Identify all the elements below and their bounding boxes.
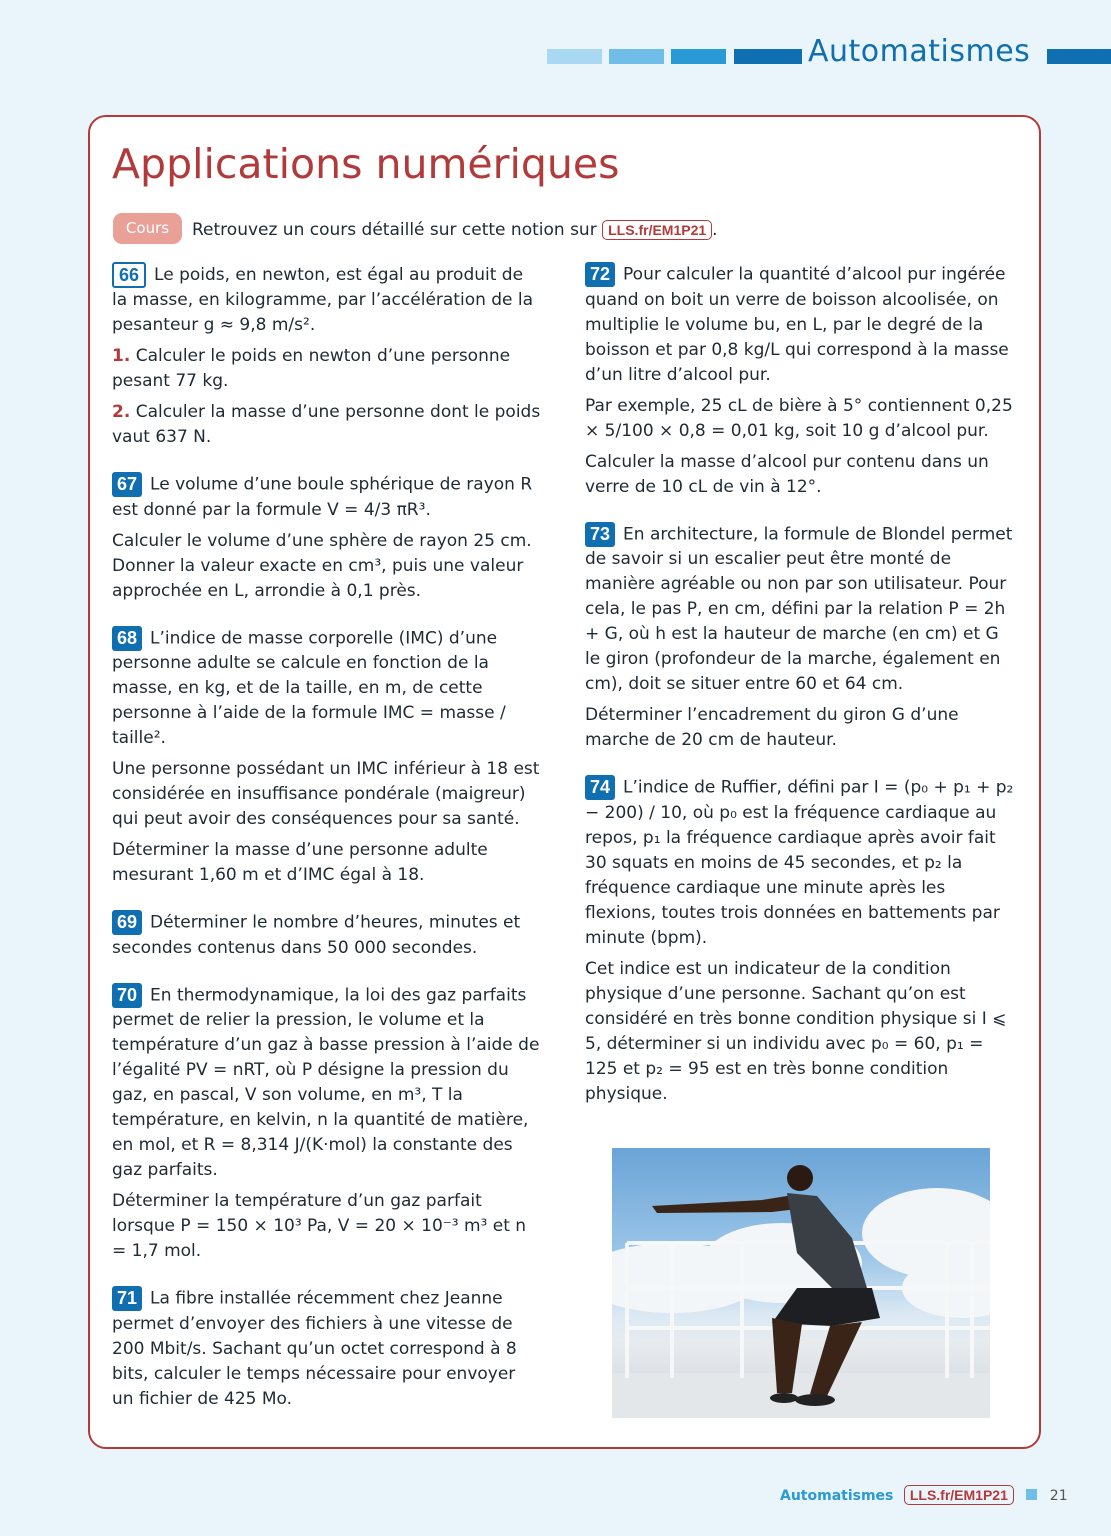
exercise-68-statement: L’indice de masse corporelle (IMC) d’une personne adulte se calcule en fonction de la masse, en kg, et de la taille, en m, de cette personne à l’aide de la formule IMC = masse / taille².: [112, 628, 506, 748]
cours-badge: Cours: [113, 213, 182, 244]
exercise-68-context: Une personne possédant un IMC inférieur à 18 est considérée en insuffisance pondérale (maigreur) qui peut avoir des conséquences pour sa santé.: [112, 759, 540, 829]
header-bar-segment: [609, 49, 664, 64]
exercise-73-text: [585, 522, 1015, 698]
header-bar-segment: [734, 49, 802, 64]
exercise-73-question: Déterminer l’encadrement du giron G d’une marche de 20 cm de hauteur.: [585, 705, 959, 750]
cours-line: [192, 220, 718, 240]
exercise-66-q1: [112, 344, 542, 394]
footer-link[interactable]: LLS.fr/EM1P21: [904, 1485, 1014, 1505]
exercise-68-question: Déterminer la masse d’une personne adulte mesurant 1,60 m et d’IMC égal à 18.: [112, 840, 488, 885]
exercise-70-question: Déterminer la température d’un gaz parfait lorsque P = 150 × 10³ Pa, V = 20 × 10⁻³ m³ et n = 1,7 mol.: [112, 1191, 527, 1261]
exercise-67-question: Calculer le volume d’une sphère de rayon 25 cm. Donner la valeur exacte en cm³, puis une valeur approchée en L, arrondie à 0,1 près.: [112, 530, 532, 601]
exercise-67: [112, 472, 542, 604]
cours-period: .: [712, 220, 718, 240]
exercise-number: 70: [112, 983, 142, 1008]
exercise-number: 66: [112, 262, 146, 288]
exercise-68: [112, 626, 542, 889]
exercise-69-statement: Déterminer le nombre d’heures, minutes et secondes contenus dans 50 000 secondes.: [112, 912, 521, 958]
exercise-69: [112, 910, 542, 961]
exercise-72-example: Par exemple, 25 cL de bière à 5° contiennent 0,25 × 5/100 × 0,8 = 0,01 kg, soit 10 g d’alcool pur.: [585, 395, 1013, 441]
squat-photo: [612, 1148, 990, 1418]
cours-link[interactable]: LLS.fr/EM1P21: [602, 220, 712, 240]
exercise-66: [112, 262, 542, 450]
header-bar-segment: [1047, 49, 1111, 64]
exercise-71-text: [112, 1286, 542, 1412]
exercise-71-statement: La fibre installée récemment chez Jeanne permet d’envoyer des fichiers à une vitesse de 200 Mbit/s. Sachant qu’un octet correspond à 8 bits, calculer le temps nécessaire pour envoyer un fichier de 425 Mo.: [112, 1288, 517, 1409]
exercise-66-statement: Le poids, en newton, est égal au produit de la masse, en kilogramme, par l’accélération de la pesanteur g ≈ 9,8 m/s².: [112, 265, 534, 335]
question-text: Calculer le poids en newton d’une personne pesant 77 kg.: [112, 346, 511, 391]
exercise-66-text: [112, 262, 542, 338]
exercise-69-text: [112, 910, 542, 961]
exercise-70: [112, 983, 542, 1265]
question-number: 1.: [112, 346, 131, 366]
exercise-73-statement: En architecture, la formule de Blondel permet de savoir si un escalier peut être monté de manière agréable ou non par son utilisateur. Pour cela, le pas P, en cm, défini par la relation P = 2h + G, où h est la hauteur de marche (en cm) et G le giron (profondeur de la marche, également en cm), doit se situer entre 60 et 64 cm.: [585, 524, 1013, 694]
exercise-number: 68: [112, 626, 142, 651]
exercise-number: 71: [112, 1286, 142, 1311]
exercise-72-question: Calculer la masse d’alcool pur contenu dans un verre de 10 cL de vin à 12°.: [585, 451, 989, 497]
exercise-74: [585, 775, 1015, 1107]
exercise-70-text: [112, 983, 542, 1184]
exercise-66-q2: [112, 400, 542, 450]
exercise-74-question: Cet indice est un indicateur de la condition physique d’une personne. Sachant qu’on est considéré en très bonne condition physique si I ⩽ 5, déterminer si un individu avec p₀ = 60, p₁ = 125 et p₂ = 95 est en très bonne condition physique.: [585, 958, 1007, 1104]
right-column: [585, 262, 1015, 1129]
exercise-67-statement: Le volume d’une boule sphérique de rayon R est donné par la formule V = 4/3 πR³.: [112, 474, 533, 520]
athlete: [652, 1165, 880, 1406]
exercise-number: 72: [585, 262, 615, 287]
exercise-number: 69: [112, 910, 142, 935]
page-footer: [780, 1485, 1068, 1505]
exercise-number: 74: [585, 775, 615, 800]
exercise-number: 73: [585, 522, 615, 547]
exercise-number: 67: [112, 472, 142, 497]
question-text: Calculer la masse d’une personne dont le poids vaut 637 N.: [112, 402, 541, 447]
rooftop-floor: [612, 1373, 990, 1418]
exercise-72: [585, 262, 1015, 500]
header-bar-segment: [671, 49, 726, 64]
exercise-70-statement: En thermodynamique, la loi des gaz parfaits permet de relier la pression, le volume et la température d’un gaz à basse pression à l’aide de l’égalité PV = nRT, où P désigne la pression du gaz, en pascal, V son volume, en m³, T la température, en kelvin, n la quantité de matière, en mol, et R = 8,314 J/(K·mol) la constante des gaz parfaits.: [112, 985, 540, 1180]
exercise-68-text: [112, 626, 542, 752]
footer-square-icon: [1026, 1489, 1037, 1500]
exercise-73: [585, 522, 1015, 754]
exercise-74-statement: L’indice de Ruffier, défini par I = (p₀ + p₁ + p₂ − 200) / 10, où p₀ est la fréquence cardiaque au repos, p₁ la fréquence cardiaque après avoir fait 30 squats en moins de 45 secondes, et p₂ la fréquence cardiaque une minute après les flexions, toutes trois données en battements par minute (bpm).: [585, 777, 1014, 948]
question-number: 2.: [112, 402, 131, 422]
exercise-72-text: [585, 262, 1015, 388]
header-bar-segment: [547, 49, 602, 64]
left-column: [112, 262, 542, 1434]
cours-text: Retrouvez un cours détaillé sur cette notion sur: [192, 220, 597, 240]
photo-scene: [612, 1148, 990, 1418]
exercise-72-statement: Pour calculer la quantité d’alcool pur ingérée quand on boit un verre de boisson alcoolisée, on multiplie le volume bu, en L, par le degré de la boisson et par 0,8 kg/L qui correspond à la masse d’un litre d’alcool pur.: [585, 264, 1009, 385]
exercise-67-text: [112, 472, 542, 523]
page-title: Applications numériques: [112, 140, 620, 188]
exercise-74-text: [585, 775, 1015, 951]
exercise-71: [112, 1286, 542, 1412]
footer-section: Automatismes: [780, 1488, 894, 1504]
section-title: Automatismes: [808, 34, 1031, 69]
page-number: 21: [1049, 1488, 1068, 1504]
